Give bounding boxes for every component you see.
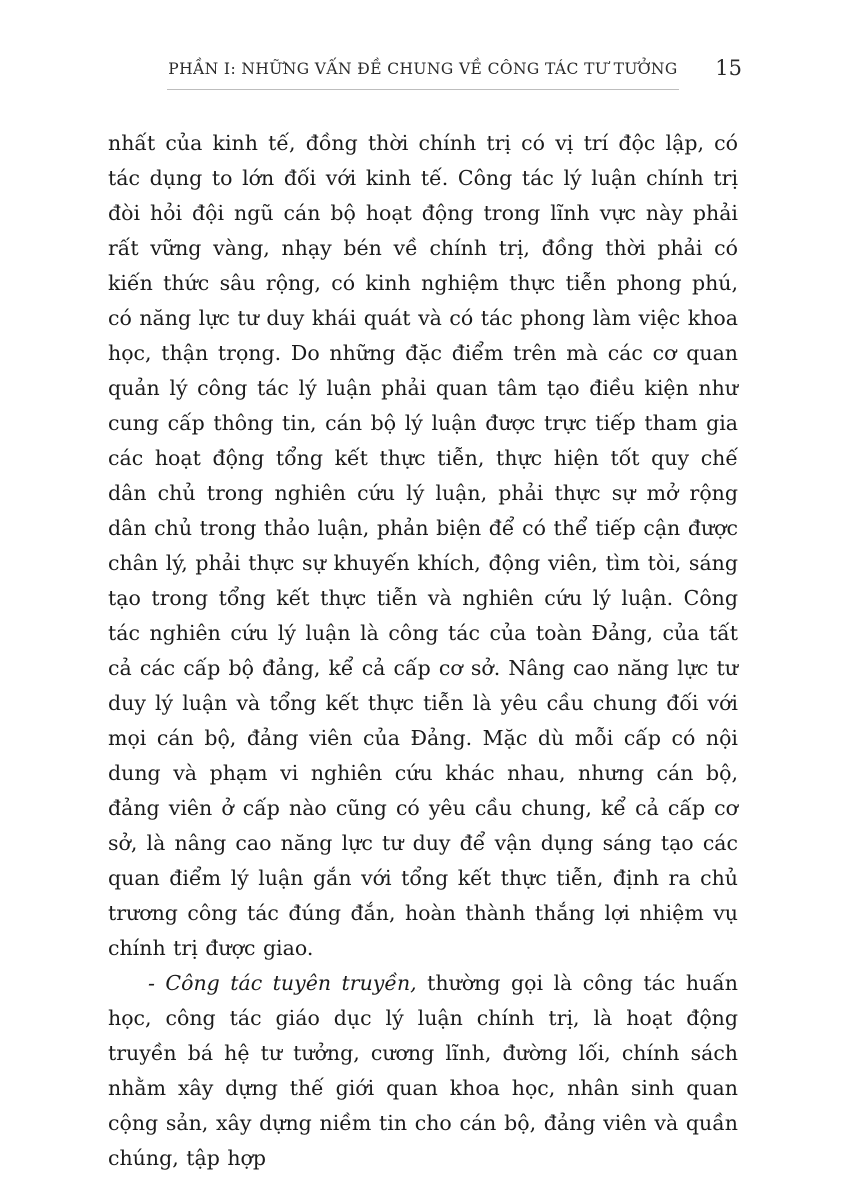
paragraph-tuyen-truyen	[108, 966, 738, 1176]
page-header	[108, 56, 742, 90]
page-number: 15	[715, 56, 742, 80]
paragraph-lead-italic: - Công tác tuyên truyền,	[148, 971, 417, 995]
header-rule	[167, 89, 679, 90]
page-body	[108, 126, 738, 1176]
paragraph-continuation: nhất của kinh tế, đồng thời chính trị có vị trí độc lập, có tác dụng to lớn đối với kinh tế. Công tác lý luận chính trị đòi hỏi đội ngũ cán bộ hoạt động trong lĩnh vực này phải rất vững vàng, nhạy bén về chính trị, đồng thời phải có kiến thức sâu rộng, có kinh nghiệm thực tiễn phong phú, có năng lực tư duy khái quát và có tác phong làm việc khoa học, thận trọng. Do những đặc điểm trên mà các cơ quan quản lý công tác lý luận phải quan tâm tạo điều kiện như cung cấp thông tin, cán bộ lý luận được trực tiếp tham gia các hoạt động tổng kết thực tiễn, thực hiện tốt quy chế dân chủ trong nghiên cứu lý luận, phải thực sự mở rộng dân chủ trong thảo luận, phản biện để có thể tiếp cận được chân lý, phải thực sự khuyến khích, động viên, tìm tòi, sáng tạo trong tổng kết thực tiễn và nghiên cứu lý luận. Công tác nghiên cứu lý luận là công tác của toàn Đảng, của tất cả các cấp bộ đảng, kể cả cấp cơ sở. Nâng cao năng lực tư duy lý luận và tổng kết thực tiễn là yêu cầu chung đối với mọi cán bộ, đảng viên của Đảng. Mặc dù mỗi cấp có nội dung và phạm vi nghiên cứu khác nhau, nhưng cán bộ, đảng viên ở cấp nào cũng có yêu cầu chung, kể cả cấp cơ sở, là nâng cao năng lực tư duy để vận dụng sáng tạo các quan điểm lý luận gắn với tổng kết thực tiễn, định ra chủ trương công tác đúng đắn, hoàn thành thắng lợi nhiệm vụ chính trị được giao.	[108, 131, 738, 960]
running-title: PHẦN I: NHỮNG VẤN ĐỀ CHUNG VỀ CÔNG TÁC TƯ TƯỞNG	[168, 60, 678, 78]
paragraph-rest-text: thường gọi là công tác huấn học, công tác giáo dục lý luận chính trị, là hoạt động truyền bá hệ tư tưởng, cương lĩnh, đường lối, chính sách nhằm xây dựng thế giới quan khoa học, nhân sinh quan cộng sản, xây dựng niềm tin cho cán bộ, đảng viên và quần chúng, tập hợp	[108, 971, 738, 1170]
